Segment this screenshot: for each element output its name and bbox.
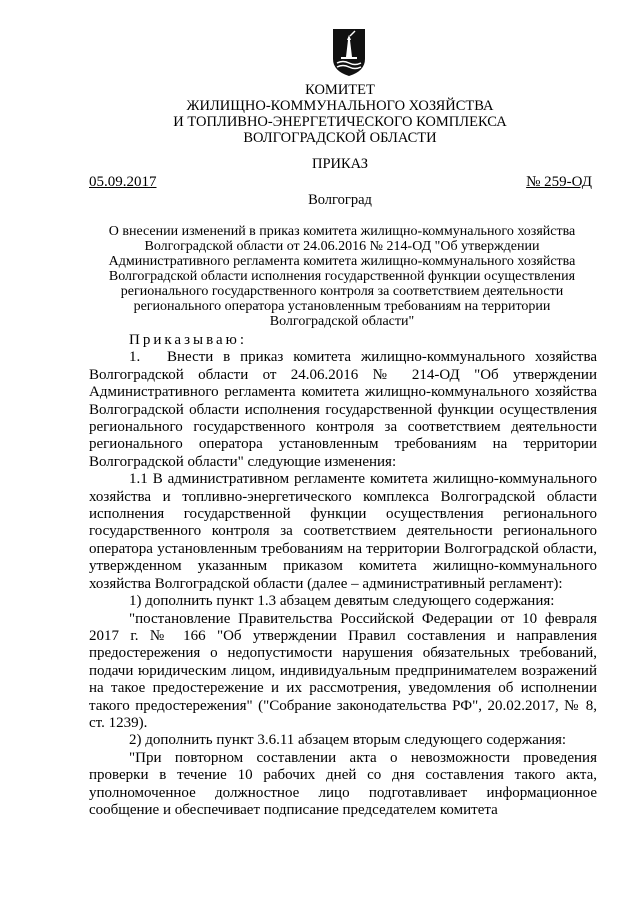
- order-city: Волгоград: [308, 192, 372, 208]
- volgograd-emblem-icon: [331, 27, 367, 77]
- paragraph-item-2: 2) дополнить пункт 3.6.11 абзацем вторым следующего содержания:: [129, 732, 567, 749]
- order-word: Приказываю:: [129, 332, 247, 348]
- document-body: [89, 332, 597, 819]
- paragraph-1-1: 1.1 В административном регламенте комитета жилищно-коммунального хозяйства и топливно-энергетического комплекса Волгоградской области исполнения государственной функции осуществления регионального государственного контроля за соответствием деятельности регионального оператора установленным требованиям на территории Волгоградской области, утвержденном указанным приказом комитета жилищно-коммунального хозяйства Волгоградской области (далее – административный регламент):: [89, 471, 597, 592]
- order-subject: О внесении изменений в приказ комитета жилищно-коммунального хозяйства Волгоградской области от 24.06.2016 № 214-ОД "Об утверждении Административного регламента комитета жилищно-коммунального хозяйства Волгоградской области исполнения государственной функции осуществления регионального государственного контроля за соответствием деятельности регионального оператора установленным требованиям на территории Волгоградской области": [108, 224, 576, 329]
- header-line: ВОЛГОГРАДСКОЙ ОБЛАСТИ: [243, 130, 437, 146]
- order-number: № 259-ОД: [526, 174, 592, 190]
- paragraph-quote-1: "постановление Правительства Российской Федерации от 10 февраля 2017 г. № 166 "Об утверждении Правил составления и направления предостережения о недопустимости нарушения обязательных требований, подачи юридическим лицом, индивидуальным предпринимателем возражений на такое предостережение и их рассмотрения, уведомления об исполнении такого предостережения" ("Собрание законодательства РФ", 20.02.2017, № 8, ст. 1239).: [89, 610, 597, 731]
- header-line: КОМИТЕТ: [305, 82, 375, 98]
- paragraph-text: Внести в приказ комитета жилищно-коммунального хозяйства Волгоградской области от 24.06.2016 № 214-ОД "Об утверждении Административного регламента комитета жилищно-коммунального хозяйства Волгоградской области исполнения государственной функции осуществления регионального государственного контроля за соответствием деятельности регионального оператора установленным требованиям на территории Волгоградской области" следующие изменения:: [89, 349, 597, 470]
- paragraph-1: [89, 349, 597, 471]
- paragraph-number: 1.: [129, 349, 141, 366]
- paragraph-item-1: 1) дополнить пункт 1.3 абзацем девятым следующего содержания:: [129, 593, 555, 610]
- header-line: И ТОПЛИВНО-ЭНЕРГЕТИЧЕСКОГО КОМПЛЕКСА: [173, 114, 507, 130]
- order-title: ПРИКАЗ: [311, 156, 369, 172]
- header-line: ЖИЛИЩНО-КОММУНАЛЬНОГО ХОЗЯЙСТВА: [186, 98, 494, 114]
- paragraph-quote-2: "При повторном составлении акта о невозможности проведения проверки в течение 10 рабочих дней со дня составления такого акта, уполномоченное должностное лицо подготавливает информационное сообщение и обеспечивает подписание председателем комитета: [89, 749, 597, 818]
- organization-header: [120, 82, 560, 146]
- order-date: 05.09.2017: [89, 174, 157, 190]
